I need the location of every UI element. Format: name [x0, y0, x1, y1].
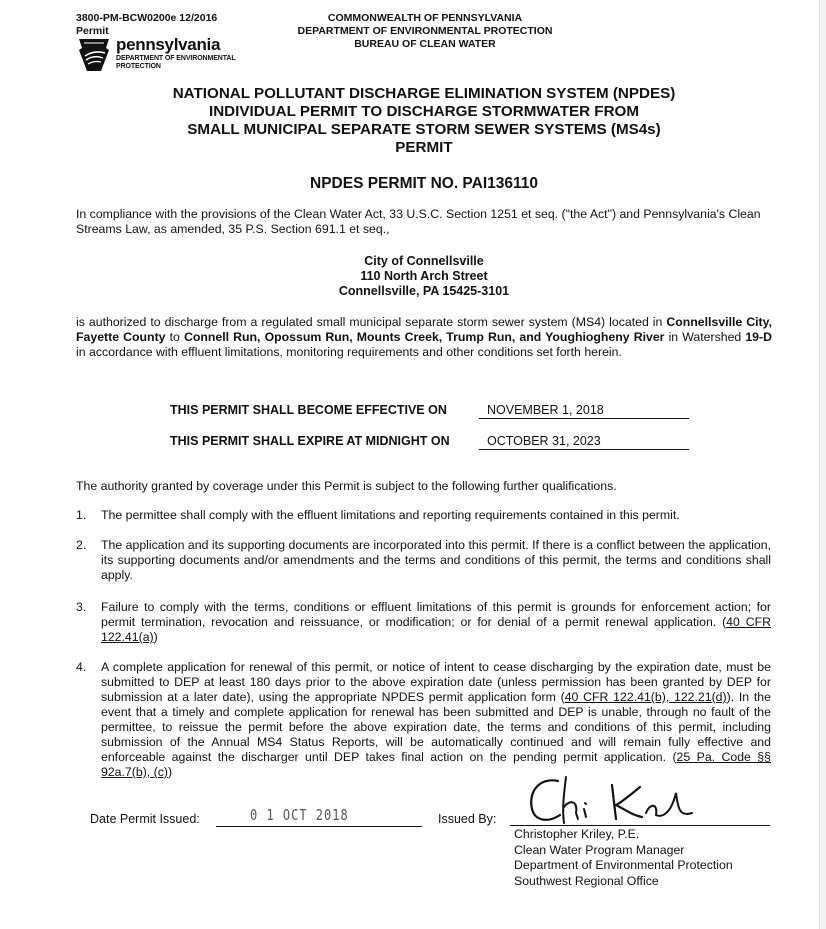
effective-date-label: THIS PERMIT SHALL BECOME EFFECTIVE ON — [170, 403, 447, 417]
title-line-4: PERMIT — [395, 139, 453, 156]
date-issued-line — [216, 826, 422, 827]
pa-code-link[interactable]: 25 Pa. Code §§ 92a.7(b), (c) — [101, 750, 771, 779]
agency-line-2: DEPARTMENT OF ENVIRONMENTAL PROTECTION — [297, 25, 553, 37]
auth-waters: Connell Run, Opossum Run, Mounts Creek, Trump Run, and Youghiogheny River — [183, 330, 665, 344]
item-text — [101, 600, 771, 645]
cfr-link[interactable]: 40 CFR 122.41(a) — [101, 615, 771, 644]
expiration-date-label: THIS PERMIT SHALL EXPIRE AT MIDNIGHT ON — [170, 434, 450, 448]
auth-text-1: is authorized to discharge from a regulated small municipal separate storm sewer system (MS4) located in — [76, 315, 667, 329]
issued-by-label: Issued By: — [438, 812, 497, 826]
auth-watershed: 19-D — [745, 330, 772, 344]
item-text: The permittee shall comply with the effluent limitations and reporting requirements contained in this permit. — [101, 508, 680, 522]
permittee-city: Connellsville, PA 15425-3101 — [338, 284, 510, 298]
item-number: 3. — [76, 600, 87, 614]
auth-text-3: in Watershed — [664, 330, 746, 344]
agency-header — [270, 12, 580, 51]
auth-text-4: in accordance with effluent limitations, monitoring requirements and other conditions set forth herein. — [76, 345, 622, 359]
item-text — [101, 660, 771, 780]
signer-office: Southwest Regional Office — [514, 873, 659, 888]
auth-text-2: to — [165, 330, 184, 344]
permit-number: NPDES PERMIT NO. PAI136110 — [310, 175, 538, 192]
signer-department: Department of Environmental Protection — [514, 858, 733, 872]
auth-location: Connellsville City, Fayette County — [76, 315, 772, 344]
page-edge — [819, 0, 826, 929]
expiration-date-value: OCTOBER 31, 2023 — [479, 434, 689, 450]
qualifications-intro: The authority granted by coverage under this Permit is subject to the following further qualifications. — [76, 479, 617, 493]
effective-date-value: NOVEMBER 1, 2018 — [479, 403, 689, 419]
signer-name: Christopher Kriley, P.E. — [514, 827, 640, 841]
agency-line-3: BUREAU OF CLEAN WATER — [354, 38, 496, 50]
logo-subtitle-line-1: DEPARTMENT OF ENVIRONMENTAL — [116, 55, 236, 62]
signature-image — [520, 773, 700, 831]
title-line-3: SMALL MUNICIPAL SEPARATE STORM SEWER SYSTEMS (MS4s) — [187, 121, 661, 138]
logo-subtitle — [116, 55, 236, 71]
title-line-1: NATIONAL POLLUTANT DISCHARGE ELIMINATION SYSTEM (NPDES) — [172, 85, 676, 102]
cfr-link[interactable]: 40 CFR 122.41(b), 122.21(d) — [564, 690, 727, 704]
permittee-name: City of Connellsville — [364, 254, 484, 268]
item-text-body: Failure to comply with the terms, conditions or effluent limitations of this permit is grounds for enforcement action; for permit termination, revocation and reissuance, or modification; or for denial of a permit renewal application. ( — [101, 600, 771, 629]
logo-wordmark: pennsylvania — [116, 35, 221, 54]
item-text: The application and its supporting documents are incorporated into this permit. If there is a conflict between the application, its supporting documents and/or amendments and the terms and conditions of this permit, the terms and conditions shall apply. — [101, 538, 771, 582]
title-line-2: INDIVIDUAL PERMIT TO DISCHARGE STORMWATER FROM — [208, 103, 640, 120]
permittee-address — [76, 254, 772, 299]
date-stamp: 0 1 OCT 2018 — [250, 806, 349, 824]
date-issued-label: Date Permit Issued: — [90, 812, 200, 826]
agency-line-1: COMMONWEALTH OF PENNSYLVANIA — [327, 12, 523, 24]
item-number: 2. — [76, 538, 87, 552]
form-number: 3800-PM-BCW0200e 12/2016 — [76, 12, 218, 24]
logo-subtitle-line-2: PROTECTION — [116, 63, 161, 70]
item-number: 1. — [76, 508, 87, 522]
permittee-street: 110 North Arch Street — [360, 269, 488, 283]
signer-block — [514, 827, 733, 889]
form-type: Permit — [76, 25, 109, 37]
item-text-middle: ). In the event that a timely and complete application for renewal has been submitted and DEP is unable, through no fault of the permittee, to reissue the permit before the above expiration date, the terms and conditions of this permit, including submission of the Annual MS4 Status Reports, will be automatically continued and will remain fully effective and enforceable against the discharger until DEP takes final action on the pending permit application. ( — [101, 690, 771, 764]
keystone-logo-icon — [76, 38, 112, 72]
item-text-tail: ) — [153, 630, 158, 644]
item-number: 4. — [76, 660, 87, 674]
item-text-body: A complete application for renewal of this permit, or notice of intent to cease discharging by the expiration date, must be submitted to DEP at least 180 days prior to the above expiration date (unless permission has been granted by DEP for submission at a later date), using the appropriate NPDES permit application form ( — [101, 660, 771, 704]
item-text-tail: ) — [167, 765, 173, 779]
document-title — [76, 85, 772, 157]
authorization-paragraph — [76, 315, 772, 360]
intro-paragraph: In compliance with the provisions of the Clean Water Act, 33 U.S.C. Section 1251 et seq. ("the Act") and Pennsylvania's Clean Streams Law, as amended, 35 P.S. Section 691.1 et seq., — [76, 207, 761, 236]
signer-title: Clean Water Program Manager — [514, 842, 685, 857]
